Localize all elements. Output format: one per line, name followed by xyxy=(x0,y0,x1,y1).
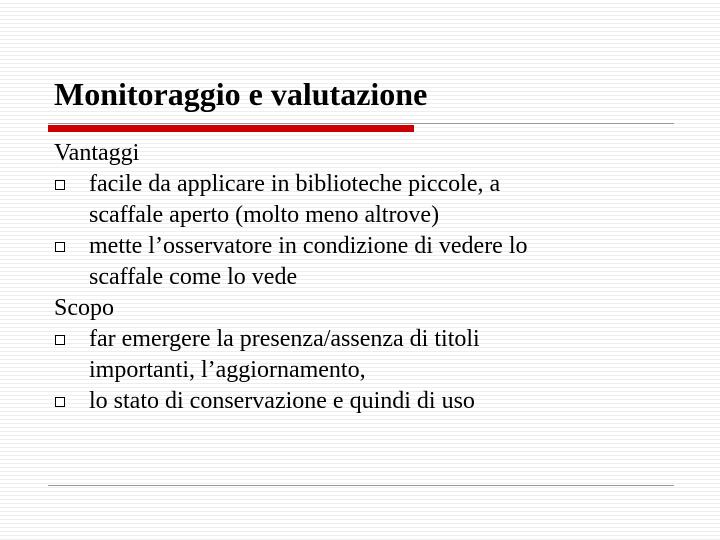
bullet-text-line: facile da applicare in biblioteche piccole, a xyxy=(89,171,501,197)
bullet-item xyxy=(54,386,694,417)
title-divider-line xyxy=(48,123,674,124)
section-heading-scopo: Scopo xyxy=(54,295,114,321)
bullet-text-line: scaffale aperto (molto meno altrove) xyxy=(89,202,440,228)
bullet-item xyxy=(54,169,694,231)
bullet-text-line: lo stato di conservazione e quindi di uso xyxy=(89,388,475,414)
hollow-square-bullet-icon xyxy=(55,242,65,252)
slide-title: Monitoraggio e valutazione xyxy=(54,76,428,112)
hollow-square-bullet-icon xyxy=(55,180,65,190)
bullet-item xyxy=(54,231,694,293)
bullet-text-line: importanti, l’aggiornamento, xyxy=(89,357,366,383)
bullet-item xyxy=(54,324,694,386)
bottom-divider-line xyxy=(48,485,674,486)
hollow-square-bullet-icon xyxy=(55,335,65,345)
bullet-text-line: far emergere la presenza/assenza di titoli xyxy=(89,326,480,352)
bullet-text-line: scaffale come lo vede xyxy=(89,264,298,290)
bullet-text-line: mette l’osservatore in condizione di vedere lo xyxy=(89,233,528,259)
title-accent-bar xyxy=(48,125,414,132)
slide-body xyxy=(54,138,694,417)
section-heading-vantaggi: Vantaggi xyxy=(54,140,140,166)
hollow-square-bullet-icon xyxy=(55,397,65,407)
